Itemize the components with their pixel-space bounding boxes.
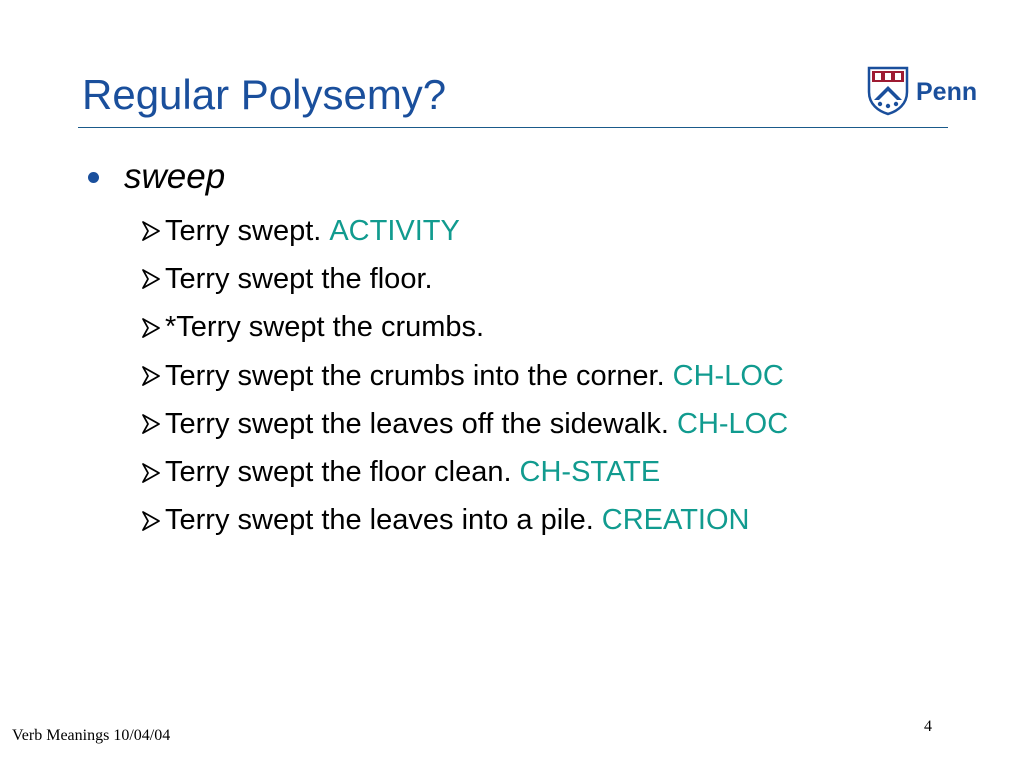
item-text: Terry swept the floor clean. xyxy=(165,456,512,489)
item-text: Terry swept the leaves into a pile. xyxy=(165,504,594,537)
logo-text: Penn xyxy=(916,78,978,106)
example-list xyxy=(140,207,788,545)
list-item xyxy=(140,400,788,448)
footer-text: Verb Meanings 10/04/04 xyxy=(12,727,171,744)
list-item xyxy=(140,497,788,545)
list-item xyxy=(140,352,788,400)
list-item xyxy=(140,255,788,303)
item-text: Terry swept the crumbs into the corner. xyxy=(165,359,665,392)
item-tag: CREATION xyxy=(601,504,750,537)
item-tag: CH-LOC xyxy=(672,359,784,392)
page-number: 4 xyxy=(924,718,932,735)
item-text: Terry swept the leaves off the sidewalk. xyxy=(165,407,669,440)
penn-shield-icon xyxy=(866,66,910,116)
item-tag: CH-STATE xyxy=(519,456,661,489)
arrow-bullet-icon xyxy=(140,461,162,485)
bullet-dot-icon xyxy=(88,172,99,183)
slide-title: Regular Polysemy? xyxy=(82,71,447,118)
item-tag: CH-LOC xyxy=(677,407,789,440)
arrow-bullet-icon xyxy=(140,219,162,243)
arrow-bullet-icon xyxy=(140,509,162,533)
list-item xyxy=(140,304,788,352)
list-item xyxy=(140,448,788,496)
arrow-bullet-icon xyxy=(140,316,162,340)
penn-logo xyxy=(866,66,996,118)
arrow-bullet-icon xyxy=(140,267,162,291)
main-bullet-text: sweep xyxy=(124,157,226,196)
item-text: *Terry swept the crumbs. xyxy=(165,311,485,344)
arrow-bullet-icon xyxy=(140,364,162,388)
item-tag: ACTIVITY xyxy=(329,214,460,247)
main-bullet xyxy=(88,155,225,199)
item-text: Terry swept the floor. xyxy=(165,262,433,295)
title-divider xyxy=(78,127,948,128)
item-text: Terry swept. xyxy=(165,214,322,247)
arrow-bullet-icon xyxy=(140,412,162,436)
list-item xyxy=(140,207,788,255)
